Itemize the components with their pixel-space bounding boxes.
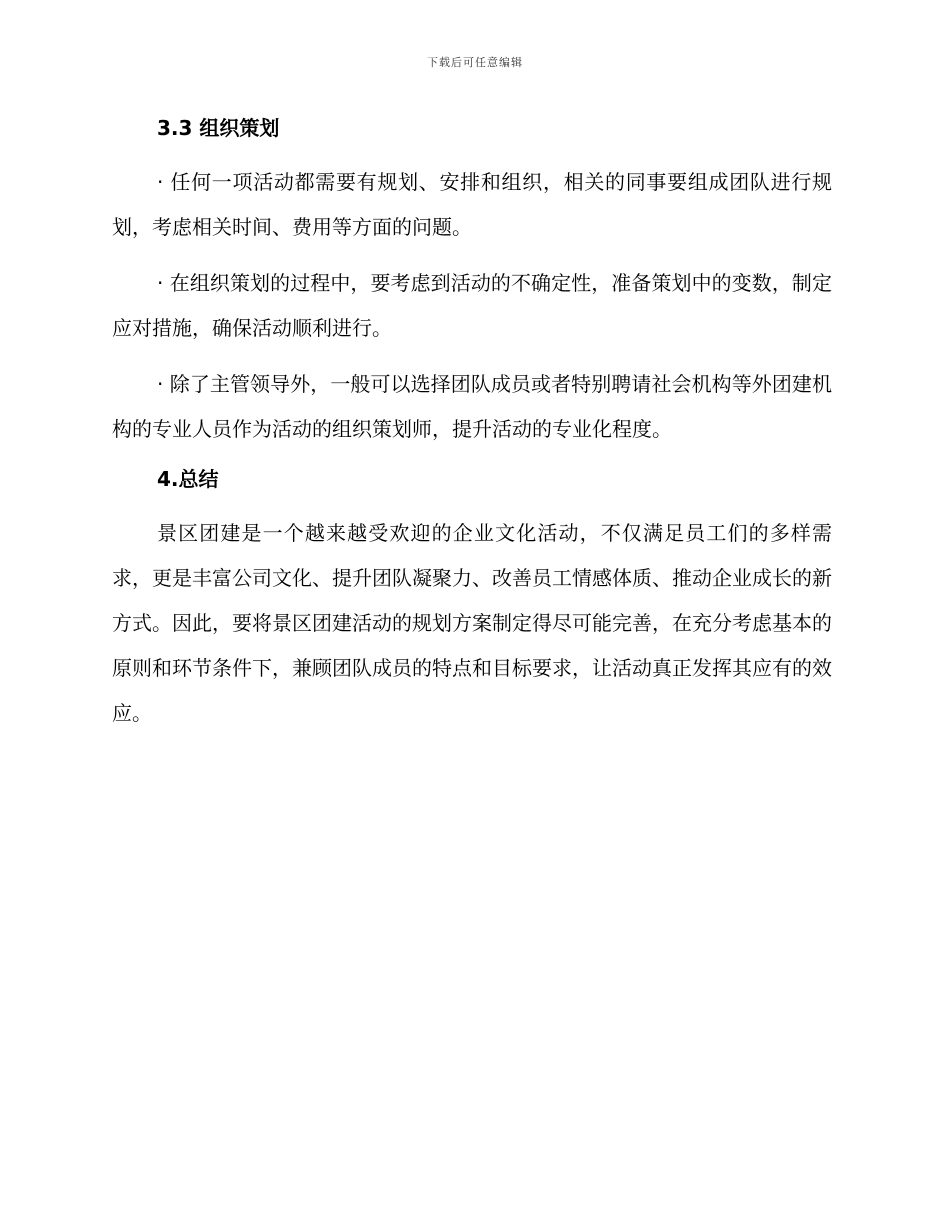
section-organization-planning xyxy=(112,112,832,452)
header-note: 下载后可任意编辑 xyxy=(427,56,523,69)
paragraph: · 任何一项活动都需要有规划、安排和组织，相关的同事要组成团队进行规划，考虑相关时间、费用等方面的问题。 xyxy=(112,170,832,239)
paragraph: 景区团建是一个越来越受欢迎的企业文化活动，不仅满足员工们的多样需求，更是丰富公司文化、提升团队凝聚力、改善员工情感体质、推动企业成长的新方式。因此，要将景区团建活动的规划方案制定得尽可能完善，在充分考虑基本的原则和环节条件下，兼顾团队成员的特点和目标要求，让活动真正发挥其应有的效应。 xyxy=(112,521,832,725)
section-summary xyxy=(112,463,832,736)
document-body xyxy=(112,112,832,747)
paragraph: · 除了主管领导外，一般可以选择团队成员或者特别聘请社会机构等外团建机构的专业人员作为活动的组织策划师，提升活动的专业化程度。 xyxy=(112,372,832,441)
section-heading: 3.3 组织策划 xyxy=(157,116,280,140)
paragraph: · 在组织策划的过程中，要考虑到活动的不确定性，准备策划中的变数，制定应对措施，确保活动顺利进行。 xyxy=(112,271,832,340)
section-heading: 4.总结 xyxy=(157,467,219,491)
